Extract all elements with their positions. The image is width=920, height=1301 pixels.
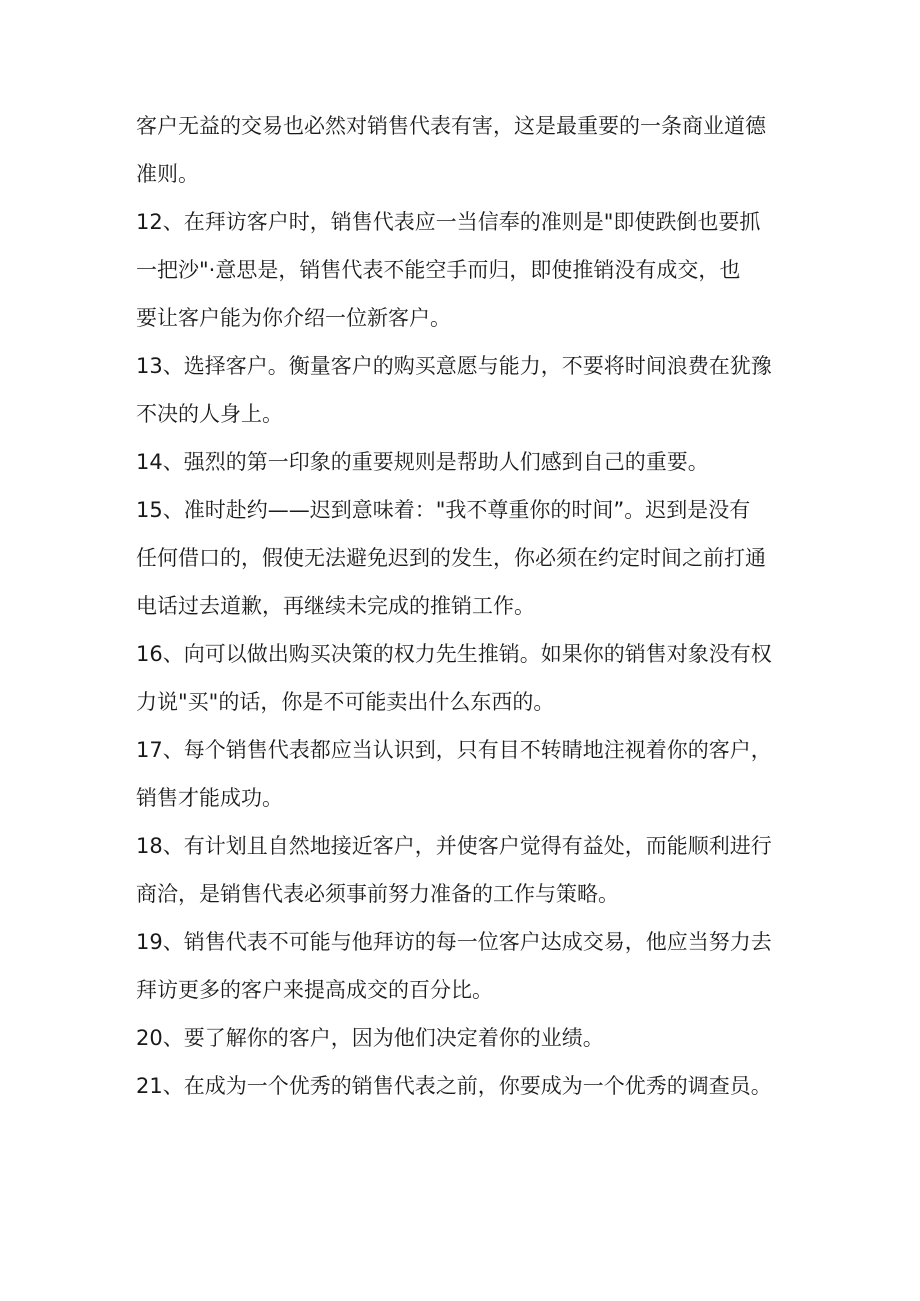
text-line: 商洽，是销售代表必须事前努力准备的工作与策略。 (136, 882, 619, 906)
paragraph-item-15 (136, 498, 792, 618)
text-line: 客户无益的交易也必然对销售代表有害，这是最重要的一条商业道德 (136, 114, 766, 138)
text-line: 不决的人身上。 (136, 402, 283, 426)
text-line: 准则。 (136, 162, 199, 186)
text-line: 14、强烈的第一印象的重要规则是帮助人们感到自己的重要。 (136, 450, 709, 474)
paragraph-item-21 (136, 1074, 792, 1098)
text-line: 电话过去道歉，再继续未完成的推销工作。 (136, 594, 535, 618)
paragraph-item-12 (136, 210, 792, 330)
text-line: 拜访更多的客户来提高成交的百分比。 (136, 978, 493, 1002)
document-body (136, 114, 792, 1098)
text-line: 16、向可以做出购买决策的权力先生推销。如果你的销售对象没有权 (136, 642, 772, 666)
text-line: 要让客户能为你介绍一位新客户。 (136, 306, 451, 330)
text-line: 12、在拜访客户时，销售代表应一当信奉的准则是"即使跌倒也要抓 (136, 210, 761, 234)
text-line: 力说"买"的话，你是不可能卖出什么东西的。 (136, 690, 555, 714)
text-line: 销售才能成功。 (136, 786, 283, 810)
text-line: 21、在成为一个优秀的销售代表之前，你要成为一个优秀的调查员。 (136, 1074, 772, 1098)
paragraph-item-13 (136, 354, 792, 426)
text-line: 15、准时赴约——迟到意味着："我不尊重你的时间”。迟到是没有 (136, 498, 751, 522)
text-line: 任何借口的，假使无法避免迟到的发生，你必须在约定时间之前打通 (136, 546, 766, 570)
text-line: 17、每个销售代表都应当认识到，只有目不转睛地注视着你的客户， (136, 738, 772, 762)
text-line: 18、有计划且自然地接近客户，并使客户觉得有益处，而能顺利进行 (136, 834, 772, 858)
paragraph-item-20 (136, 1026, 792, 1050)
text-line: 19、销售代表不可能与他拜访的每一位客户达成交易，他应当努力去 (136, 930, 772, 954)
paragraph-item-14 (136, 450, 792, 474)
paragraph-item-17 (136, 738, 792, 810)
paragraph-item-18 (136, 834, 792, 906)
paragraph-item-16 (136, 642, 792, 714)
paragraph-item-19 (136, 930, 792, 1002)
text-line: 20、要了解你的客户，因为他们决定着你的业绩。 (136, 1026, 604, 1050)
text-line: 一把沙"·意思是，销售代表不能空手而归，即使推销没有成交，也 (136, 258, 741, 282)
text-line: 13、选择客户。衡量客户的购买意愿与能力，不要将时间浪费在犹豫 (136, 354, 772, 378)
